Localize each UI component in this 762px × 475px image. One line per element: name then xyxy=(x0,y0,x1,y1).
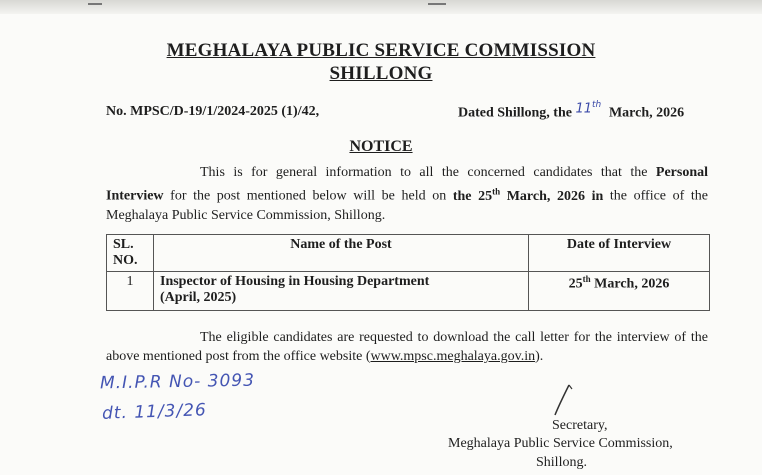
table-row xyxy=(107,272,710,311)
commission-location: SHILLONG xyxy=(329,63,433,84)
website-link[interactable]: www.mpsc.meghalaya.gov.in xyxy=(370,349,536,364)
header-sl-no: SL. NO. xyxy=(107,235,154,272)
scan-edge xyxy=(0,0,762,14)
row-post-name: Inspector of Housing in Housing Department (April, 2025) xyxy=(154,272,529,311)
signatory-designation: Secretary, xyxy=(552,418,608,433)
scan-mark xyxy=(428,3,446,5)
header-interview-date: Date of Interview xyxy=(529,235,710,272)
interview-table xyxy=(106,234,710,311)
row-interview-date: 25th March, 2026 xyxy=(529,272,710,311)
notice-paragraph-1: This is for general information to all the concerned candidates that the Personal Interview for the post mentioned below will be held on the 25th March, 2026 in the office of the Meghalaya Public Service Commission, Shillong. xyxy=(106,165,708,223)
handwritten-dispatch-number: M.I.P.R No- 3093 xyxy=(99,370,256,394)
dated-suffix: March, 2026 xyxy=(608,105,685,121)
notice-paragraph-2: The eligible candidates are requested to download the call letter for the interview of the above mentioned post from the office website (www.mpsc.meghalaya.gov.in). xyxy=(106,330,708,364)
table-header-row xyxy=(107,235,710,272)
dated-line xyxy=(458,100,685,121)
scan-mark xyxy=(88,3,102,5)
commission-title: MEGHALAYA PUBLIC SERVICE COMMISSION xyxy=(166,40,596,61)
handwritten-day: 11th xyxy=(575,100,602,117)
notice-title: NOTICE xyxy=(349,138,413,155)
handwritten-dispatch-date: dt. 11/3/26 xyxy=(101,400,208,424)
signatory-location: Shillong. xyxy=(536,455,587,470)
header-post-name: Name of the Post xyxy=(154,235,529,272)
signature-icon xyxy=(549,383,579,417)
dated-prefix: Dated Shillong, the xyxy=(458,105,572,121)
reference-number: No. MPSC/D-19/1/2024-2025 (1)/42, xyxy=(106,104,320,119)
signatory-organisation: Meghalaya Public Service Commission, xyxy=(448,436,673,451)
row-sl-no: 1 xyxy=(107,272,154,311)
